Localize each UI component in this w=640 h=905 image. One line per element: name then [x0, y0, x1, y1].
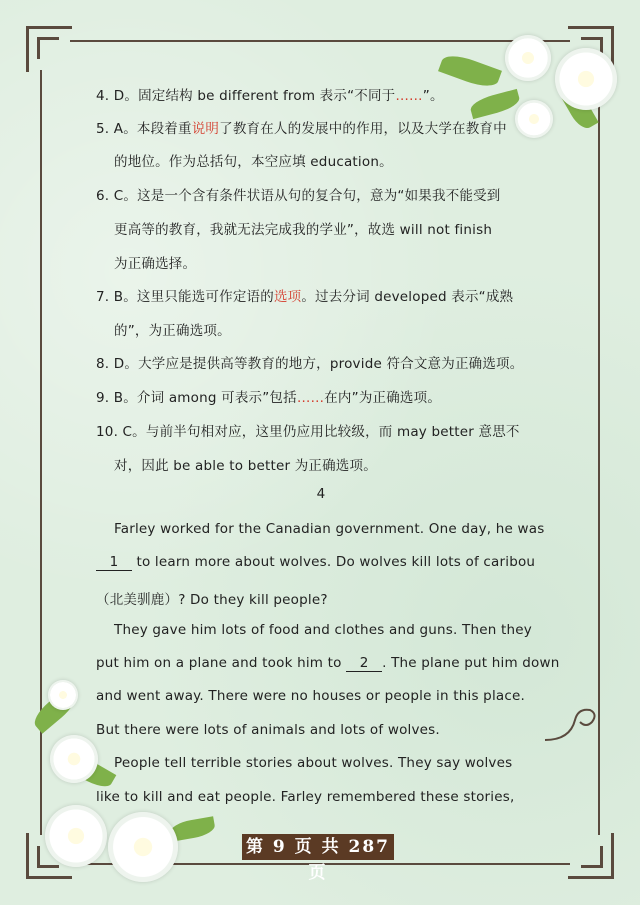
text-line [114, 218, 492, 238]
text-line [114, 252, 196, 272]
text-span: 的”，为正确选项。 [114, 323, 231, 339]
text-span: They gave him lots of food and clothes and guns. Then they [114, 622, 532, 638]
text-line [96, 789, 515, 805]
text-span: …… [395, 88, 423, 104]
text-span: …… [296, 390, 325, 406]
frame-top-line [70, 40, 570, 42]
text-line [96, 420, 520, 440]
text-span: 更高等的教育，我就无法完成我的学业”，故选 will not finish [114, 222, 493, 238]
answer-blank: 2 [346, 655, 382, 672]
text-line [114, 755, 512, 771]
text-line [114, 454, 377, 474]
text-span: 了教育在人的发展中的作用，以及大学在教育中 [219, 121, 507, 137]
swirl-ornament [540, 700, 600, 750]
text-span: 的地位。作为总括句，本空应填 education。 [114, 154, 393, 170]
page-number-footer: 第 9 页 共 287 页 [242, 834, 394, 860]
frame-corner-top-left [26, 26, 72, 72]
text-span: ”。 [422, 88, 444, 104]
text-span: put him on a plane and took him to [96, 655, 347, 671]
text-span: . The plane put him down [382, 655, 560, 671]
text-line [114, 521, 544, 537]
text-span: to learn more about wolves. Do wolves kill lots of caribou [132, 554, 536, 570]
text-line [96, 655, 560, 672]
text-span: and went away. There were no houses or people in this place. [96, 688, 525, 704]
text-span: 说明 [191, 121, 220, 137]
text-span: like to kill and eat people. Farley remembered these stories, [96, 789, 515, 805]
text-line [96, 688, 525, 704]
text-line [114, 150, 393, 170]
text-span: 选项 [273, 289, 302, 305]
text-line [114, 622, 532, 638]
text-span: （北美驯鹿）? Do they kill people? [96, 592, 328, 608]
text-line [114, 319, 231, 339]
text-line [96, 386, 441, 406]
text-line [96, 554, 535, 571]
text-span: Farley worked for the Canadian government. One day, he was [114, 521, 545, 537]
text-span: 10. C。与前半句相对应，这里仍应用比较级，而 may better 意思不 [96, 424, 520, 440]
text-span: 对，因此 be able to better 为正确选项。 [114, 458, 377, 474]
text-line [96, 84, 444, 104]
text-span: But there were lots of animals and lots of wolves. [96, 722, 440, 738]
text-line [96, 184, 501, 204]
text-span: 在内”为正确选项。 [324, 390, 442, 406]
text-span: 4 [316, 486, 326, 502]
text-span: 6. C。这是一个含有条件状语从句的复合句，意为“如果我不能受到 [96, 188, 501, 204]
text-line [96, 588, 328, 608]
text-span: 为正确选择。 [114, 256, 197, 272]
text-span: 9. B。介词 among 可表示”包括 [96, 390, 297, 406]
text-span: 4. D。固定结构 be different from 表示“不同于 [96, 88, 396, 104]
text-span: 5. A。本段着重 [96, 121, 192, 137]
text-span: 。过去分词 developed 表示“成熟 [301, 289, 514, 305]
text-span: 7. B。这里只能选可作定语的 [96, 289, 274, 305]
answer-blank: 1 [96, 554, 132, 571]
text-line [96, 285, 513, 305]
text-span: People tell terrible stories about wolves. They say wolves [114, 755, 513, 771]
frame-corner-bottom-right [568, 833, 614, 879]
text-span: 8. D。大学应是提供高等教育的地方，provide 符合文意为正确选项。 [96, 356, 524, 372]
text-line [96, 486, 546, 502]
text-line [96, 352, 523, 372]
text-line [96, 117, 507, 137]
text-line [96, 722, 440, 738]
